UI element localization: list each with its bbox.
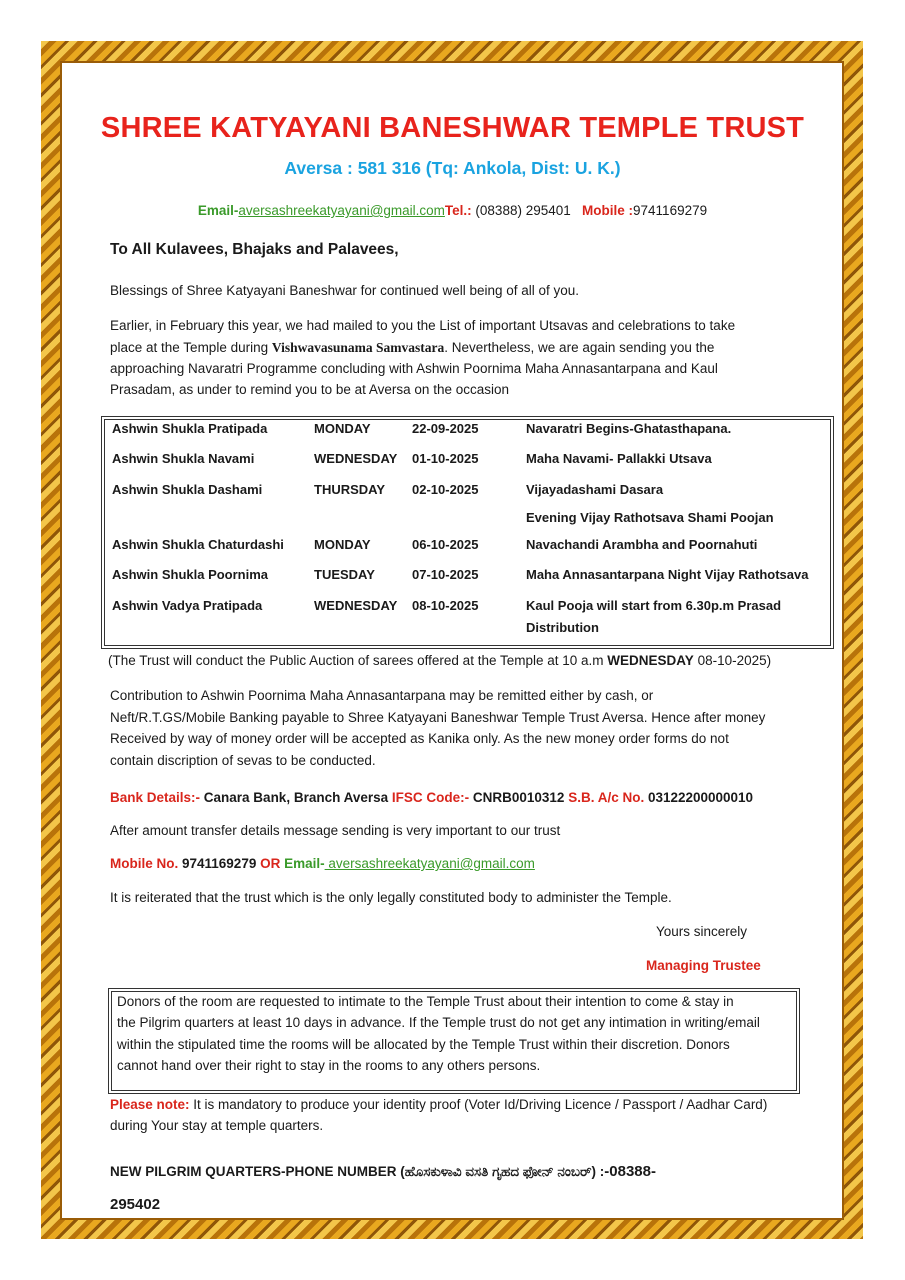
auction-date: 08-10-2025): [693, 653, 772, 668]
please-note-line-1: [110, 1094, 767, 1116]
tel-label: Tel.:: [444, 203, 472, 218]
pilgrim-phone-line: [110, 1161, 656, 1183]
table-cell-date: 06-10-2025: [412, 537, 479, 552]
table-cell-event: Navachandi Arambha and Poornahuti: [526, 537, 758, 552]
table-cell-event: Evening Vijay Rathotsava Shami Poojan: [526, 510, 774, 525]
account-number: 03122200000010: [644, 790, 754, 805]
trust-address: Aversa : 581 316 (Tq: Ankola, Dist: U. K.): [284, 158, 621, 178]
table-cell-day: TUESDAY: [314, 567, 375, 582]
table-cell-date: 01-10-2025: [412, 451, 479, 466]
table-cell-day: THURSDAY: [314, 482, 386, 497]
blessing-text: Blessings of Shree Katyayani Baneshwar for continued well being of all of you.: [110, 283, 580, 298]
mobile-number: 9741169279: [178, 856, 261, 871]
trust-title: SHREE KATYAYANI BANESHWAR TEMPLE TRUST: [100, 112, 805, 144]
pilgrim-phone-number-cont: 295402: [110, 1196, 161, 1213]
auction-note: [108, 650, 771, 672]
auction-day: WEDNESDAY: [607, 653, 694, 668]
please-note-line-2: during Your stay at temple quarters.: [110, 1118, 324, 1133]
greeting: To All Kulavees, Bhajaks and Palavees,: [110, 241, 399, 258]
please-note-text: It is mandatory to produce your identity proof (Voter Id/Driving Licence / Passport / Aadhar Card): [189, 1097, 768, 1112]
reiterate-text: It is reiterated that the trust which is the only legally constituted body to administer the Temple.: [110, 890, 672, 905]
contact-line: [0, 203, 905, 218]
signatory: Managing Trustee: [646, 958, 761, 973]
email-label: Email-: [197, 203, 239, 218]
table-cell-day: MONDAY: [314, 537, 371, 552]
account-label: S.B. A/c No.: [568, 790, 645, 805]
email-link[interactable]: aversashreekatyayani@gmail.com: [324, 856, 535, 871]
table-cell-event: Maha Annasantarpana Night Vijay Rathotsava: [526, 567, 809, 582]
donors-line-3: within the stipulated time the rooms will be allocated by the Temple Trust within their discretion. Donors: [117, 1037, 730, 1052]
contribution-line-1: Contribution to Ashwin Poornima Maha Annasantarpana may be remitted either by cash, or: [110, 688, 654, 703]
table-cell-tithi: Ashwin Shukla Dashami: [112, 482, 263, 497]
bank-details: [110, 787, 753, 809]
samvastara-name: Vishwavasunama Samvastara: [271, 340, 445, 355]
mobile-label: Mobile :: [582, 203, 634, 218]
donors-line-2: the Pilgrim quarters at least 10 days in advance. If the Temple trust do not get any intimation in writing/email: [117, 1015, 760, 1030]
mobile-label: Mobile No.: [110, 856, 179, 871]
or-text: OR: [260, 856, 285, 871]
intro-line-4: Prasadam, as under to remind you to be at Aversa on the occasion: [110, 382, 509, 397]
table-cell-date: 02-10-2025: [412, 482, 479, 497]
bank-label: Bank Details:-: [110, 790, 201, 805]
mobile-email-line: [110, 853, 535, 875]
contribution-line-4: contain discription of sevas to be conducted.: [110, 753, 376, 768]
contribution-line-3: Received by way of money order will be accepted as Kanika only. As the new money order forms do not: [110, 731, 729, 746]
table-cell-event: Maha Navami- Pallakki Utsava: [526, 451, 712, 466]
table-cell-tithi: Ashwin Shukla Pratipada: [112, 421, 268, 436]
intro-text: place at the Temple during: [110, 340, 272, 355]
ifsc-label: IFSC Code:-: [391, 790, 470, 805]
table-cell-tithi: Ashwin Shukla Poornima: [112, 567, 269, 582]
transfer-note: After amount transfer details message sending is very important to our trust: [110, 823, 561, 838]
table-cell-tithi: Ashwin Shukla Navami: [112, 451, 255, 466]
email-label: Email-: [284, 856, 325, 871]
table-cell-day: WEDNESDAY: [314, 451, 398, 466]
intro-line-1: Earlier, in February this year, we had mailed to you the List of important Utsavas and celebrations to take: [110, 318, 736, 333]
donors-line-4: cannot hand over their right to stay in the rooms to any others persons.: [117, 1058, 541, 1073]
donors-line-1: Donors of the room are requested to intimate to the Temple Trust about their intention to come & stay in: [117, 994, 734, 1009]
ifsc-code: CNRB0010312: [469, 790, 569, 805]
table-cell-event: Navaratri Begins-Ghatasthapana.: [526, 421, 732, 436]
tel-number: (08388) 295401: [471, 203, 571, 218]
table-cell-date: 22-09-2025: [412, 421, 479, 436]
table-cell-date: 07-10-2025: [412, 567, 479, 582]
contribution-line-2: Neft/R.T.GS/Mobile Banking payable to Shree Katyayani Baneshwar Temple Trust Aversa. Hence after money: [110, 710, 766, 725]
auction-text: (The Trust will conduct the Public Auction of sarees offered at the Temple at 10 a.m: [108, 653, 608, 668]
please-note-label: Please note:: [110, 1097, 190, 1112]
table-cell-day: MONDAY: [314, 421, 371, 436]
yours-sincerely: Yours sincerely: [656, 924, 748, 939]
table-cell-day: WEDNESDAY: [314, 598, 398, 613]
intro-text: . Nevertheless, we are again sending you the: [444, 340, 715, 355]
bank-name: Canara Bank, Branch Aversa: [200, 790, 392, 805]
pilgrim-phone-label: NEW PILGRIM QUARTERS-PHONE NUMBER (ಹೊಸಕುಳಾವಿ ವಸತಿ ಗೃಹದ ಫೋನ್ ನಂಬರ್) :: [110, 1164, 605, 1179]
table-cell-event: Distribution: [526, 620, 599, 635]
pilgrim-phone-number: -08388-: [604, 1163, 656, 1180]
mobile-number: 9741169279: [633, 203, 708, 218]
table-cell-date: 08-10-2025: [412, 598, 479, 613]
intro-line-3: approaching Navaratri Programme concluding with Ashwin Poornima Maha Annasantarpana and Kaul: [110, 361, 718, 376]
intro-line-2: [110, 337, 714, 359]
table-cell-tithi: Ashwin Vadya Pratipada: [112, 598, 263, 613]
table-cell-tithi: Ashwin Shukla Chaturdashi: [112, 537, 284, 552]
email-link[interactable]: aversashreekatyayani@gmail.com: [238, 203, 445, 218]
table-cell-event: Vijayadashami Dasara: [526, 482, 664, 497]
table-cell-event: Kaul Pooja will start from 6.30p.m Prasad: [526, 598, 782, 613]
